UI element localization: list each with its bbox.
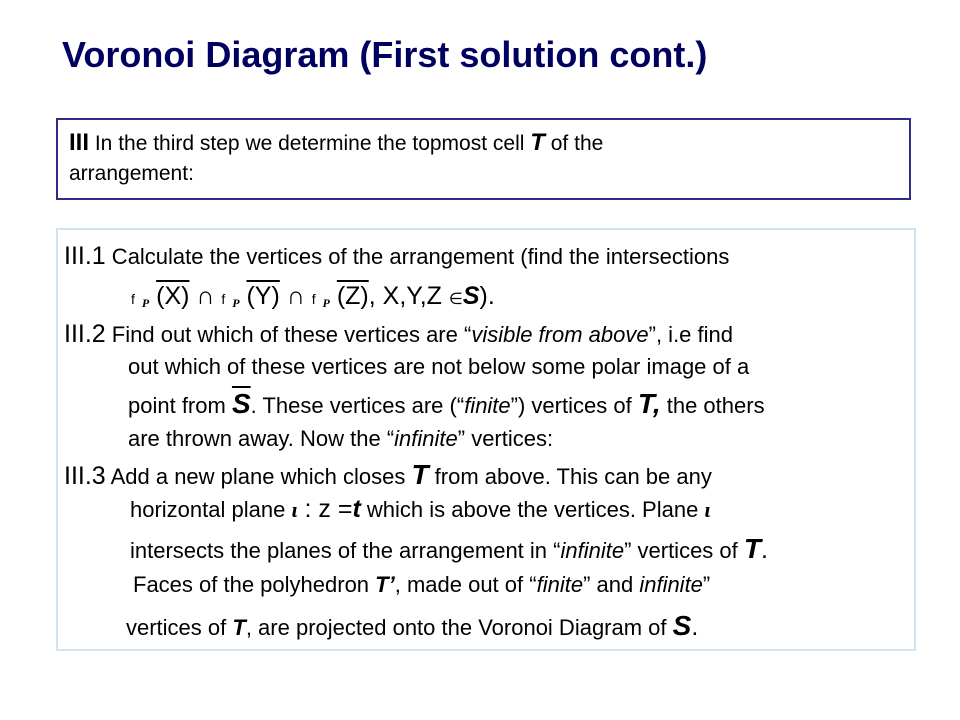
step-number: III.1 [64,242,106,270]
step-3-3-line-5: vertices of T, are projected onto the Voronoi Diagram of S. [126,610,699,641]
step-3-1-line-2: f P (X) ∩ f P (Y) ∩ f P (Z), X,Y,Z ∈S). [131,282,495,310]
step-number: III.3 [64,462,106,490]
step-3-2-line-4: are thrown away. Now the “infinite” vertices: [128,426,554,451]
step-3-2-line-2: out which of these vertices are not below some polar image of a [128,354,750,379]
iota-symbol: ι [291,497,298,522]
iota-symbol: ι [704,497,711,522]
step-3-2-line-1: III.2 Find out which of these vertices are “visible from above”, i.e find [64,320,733,348]
step-3-1-line-1: III.1 Calculate the vertices of the arrangement (find the intersections [64,242,730,270]
step-3-3-line-4: Faces of the polyhedron T’, made out of “finite” and infinite” [133,572,711,597]
steps-box [56,228,916,651]
step-number: III.2 [64,320,106,348]
step3-text: of the [544,132,604,155]
step3-numeral: III [69,129,90,156]
element-of-symbol: ∈ [448,291,463,308]
step-3-2-line-3: point from $\overline{S}$. These vertices are (“finite”) vertices of T, the others [128,388,765,419]
step3-intro-box [56,118,911,200]
step-3-3-line-3: intersects the planes of the arrangement in “infinite” vertices of T. [130,533,768,564]
intersection-symbol: ∩ [286,282,305,310]
step-3-3-line-2: horizontal plane ι : z =t which is above the vertices. Plane ι [130,495,711,523]
step-3-3-line-1: III.3 Add a new plane which closes T from above. This can be any [64,459,712,490]
cell-symbol: T [530,129,545,156]
page-title: Voronoi Diagram (First solution cont.) [62,34,708,75]
intersection-symbol: ∩ [196,282,215,310]
step3-text: In the third step we determine the topmost cell [89,132,531,155]
step3-text: arrangement: [69,162,194,185]
